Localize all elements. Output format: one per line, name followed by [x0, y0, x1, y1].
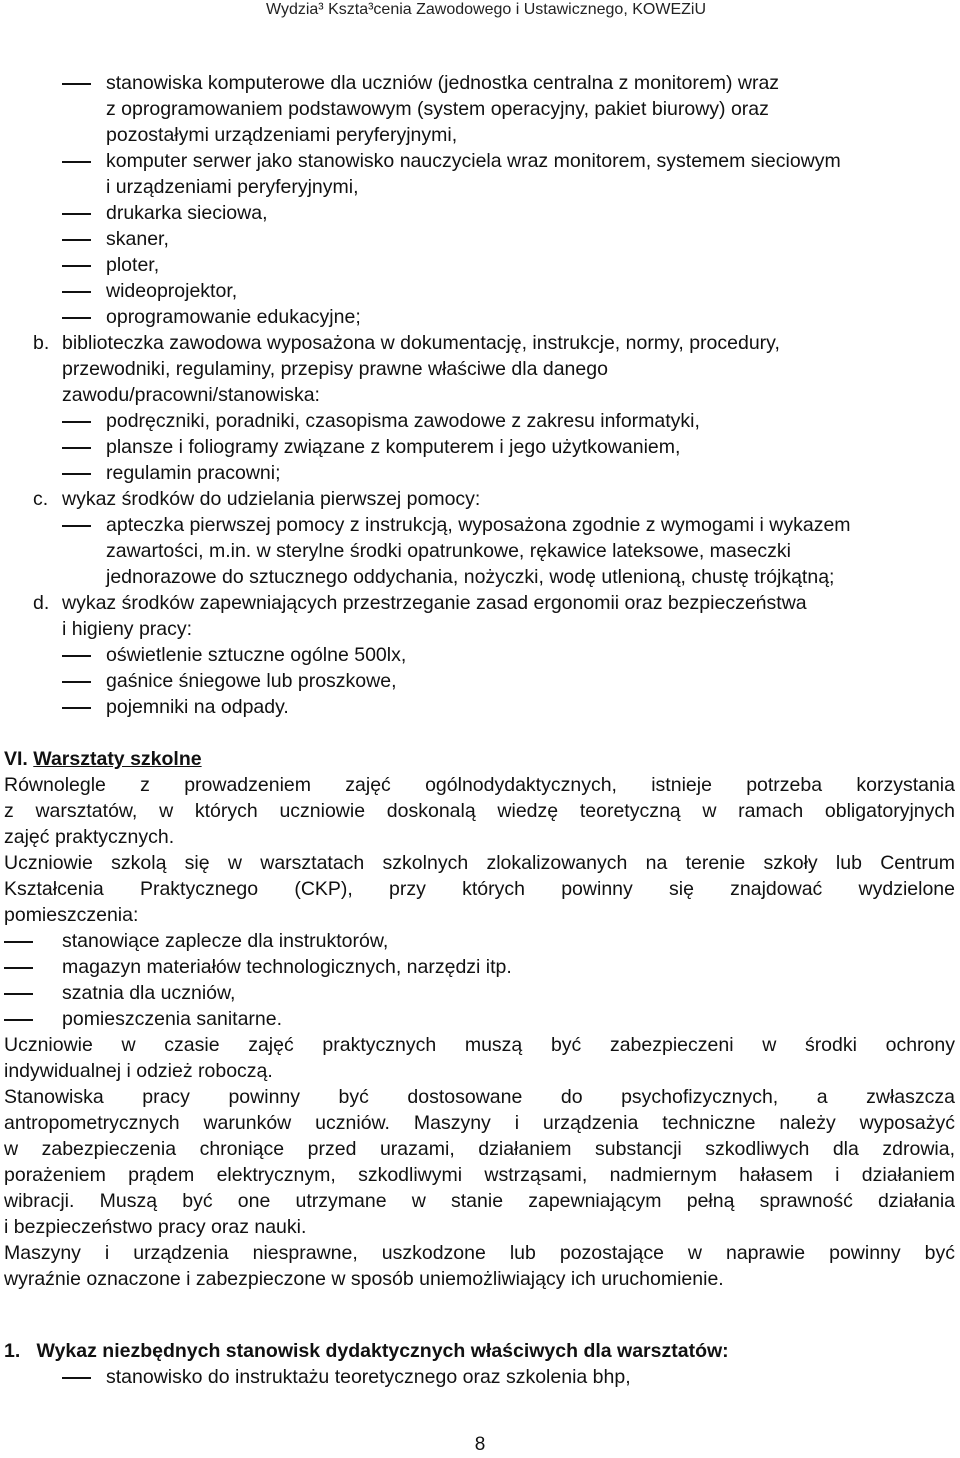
- dash-bullet: [4, 941, 33, 943]
- list-item: gaśnice śniegowe lub proszkowe,: [0, 668, 960, 694]
- list-item: ploter,: [0, 252, 960, 278]
- paragraph-line: Kształcenia Praktycznego (CKP), przy których powinny się znajdować wydzielone: [4, 878, 955, 900]
- list-item: pojemniki na odpady.: [0, 694, 960, 720]
- list-number: 1.: [4, 1340, 21, 1362]
- list-item: apteczka pierwszej pomocy z instrukcją, wyposażona zgodnie z wymogami i wykazem: [0, 512, 960, 538]
- section-b: b. biblioteczka zawodowa wyposażona w dokumentację, instrukcje, normy, procedury,: [33, 332, 780, 354]
- section-c: c. wykaz środków do udzielania pierwszej pomocy:: [33, 488, 481, 510]
- dash-bullet: [62, 447, 91, 449]
- dash-bullet: [4, 993, 33, 995]
- dash-bullet: [62, 1377, 91, 1379]
- list-item: skaner,: [0, 226, 960, 252]
- dash-bullet: [4, 967, 33, 969]
- list-item: komputer serwer jako stanowisko nauczyciela wraz monitorem, systemem sieciowym: [0, 148, 960, 174]
- paragraph-line: Maszyny i urządzenia niesprawne, uszkodzone lub pozostające w naprawie powinny być: [4, 1242, 955, 1264]
- list-item: oświetlenie sztuczne ogólne 500lx,: [0, 642, 960, 668]
- section-title: Warsztaty szkolne: [33, 748, 202, 770]
- paragraph-line: Uczniowie w czasie zajęć praktycznych muszą być zabezpieczeni w środki ochrony: [4, 1034, 955, 1056]
- list-item: regulamin pracowni;: [0, 460, 960, 486]
- page-header: Wydzia³ Kszta³cenia Zawodowego i Ustawicznego, KOWEZiU: [265, 1, 706, 18]
- dash-bullet: [62, 473, 91, 475]
- paragraph-line: Stanowiska pracy powinny być dostosowane do psychofizycznych, a zwłaszcza: [4, 1086, 955, 1108]
- paragraph-line: i bezpieczeństwo pracy oraz nauki.: [4, 1216, 307, 1238]
- dash-bullet: [62, 291, 91, 293]
- dash-bullet: [62, 655, 91, 657]
- dash-bullet: [62, 317, 91, 319]
- section-number: VI.: [4, 748, 28, 770]
- list-item: drukarka sieciowa,: [0, 200, 960, 226]
- list-item: stanowiska komputerowe dla uczniów (jednostka centralna z monitorem) wraz: [0, 70, 960, 96]
- section-d: d. wykaz środków zapewniających przestrzeganie zasad ergonomii oraz bezpieczeństwa: [33, 592, 807, 614]
- dash-bullet: [62, 681, 91, 683]
- paragraph-line: pomieszczenia:: [4, 904, 139, 926]
- paragraph-line: wibracji. Muszą być one utrzymane w stanie zapewniającym pełną sprawność działania: [4, 1190, 955, 1212]
- list-heading: [0, 1338, 960, 1364]
- dash-bullet: [62, 161, 91, 163]
- paragraph-line: indywidualnej i odzież roboczą.: [4, 1060, 273, 1082]
- list-item: oprogramowanie edukacyjne;: [0, 304, 960, 330]
- dash-bullet: [62, 213, 91, 215]
- list-item: podręczniki, poradniki, czasopisma zawodowe z zakresu informatyki,: [0, 408, 960, 434]
- page-number: 8: [474, 1434, 486, 1455]
- paragraph-line: zajęć praktycznych.: [4, 826, 175, 848]
- paragraph-line: w zabezpieczenia chroniące przed urazami, działaniem substancji szkodliwych dla zdrowia,: [4, 1138, 955, 1160]
- dash-bullet: [62, 421, 91, 423]
- paragraph-line: Uczniowie szkolą się w warsztatach szkolnych zlokalizowanych na terenie szkoły lub Centrum: [4, 852, 955, 874]
- dash-bullet: [62, 265, 91, 267]
- paragraph-line: wyraźnie oznaczone i zabezpieczone w sposób uniemożliwiający ich uruchomienie.: [4, 1268, 724, 1290]
- paragraph-line: porażeniem prądem elektrycznym, szkodliwymi wstrząsami, nadmiernym hałasem i działaniem: [4, 1164, 955, 1186]
- dash-bullet: [62, 707, 91, 709]
- list-item: plansze i foliogramy związane z komputerem i jego użytkowaniem,: [0, 434, 960, 460]
- list-item: stanowiące zaplecze dla instruktorów,: [0, 928, 960, 954]
- paragraph-line: Równolegle z prowadzeniem zajęć ogólnodydaktycznych, istnieje potrzeba korzystania: [4, 774, 955, 796]
- list-item: magazyn materiałów technologicznych, narzędzi itp.: [0, 954, 960, 980]
- section-heading: [0, 746, 960, 772]
- dash-bullet: [4, 1019, 33, 1021]
- paragraph-line: antropometrycznych warunków uczniów. Maszyny i urządzenia techniczne należy wyposażyć: [4, 1112, 955, 1134]
- page-content: stanowiska komputerowe dla uczniów (jednostka centralna z monitorem) wraz z oprogramowaniem podstawowym (system operacyjny, pakiet biurowy) oraz pozostałymi urządzeniami peryferyjnymi, komputer serwer jako stanowisko nauczyciela wraz monitorem, systemem sieciowym i urządzeniami peryferyjnymi, drukarka sieciowa, skaner, ploter, wideoprojektor, oprogramowanie edukacyjne; b. biblioteczka zawodowa wyposażona w dokumentację, instrukcje, normy, procedury, przewodniki, regulaminy, przepisy prawne właściwe dla danego zawodu/pracowni/stanowiska: podręczniki, poradniki, czasopisma zawodowe z zakresu informatyki, plansze i foliogramy związane z komputerem i jego użytkowaniem, regulamin pracowni; c. wykaz środków do udzielania pierwszej pomocy: apteczka pierwszej pomocy z instrukcją, wyposażona zgodnie z wymogami i wykazem zawartości, m.in. w sterylne środki opatrunkowe, rękawice lateksowe, maseczki jednorazowe do sztucznego oddychania, nożyczki, wodę utlenioną, chustę trójkątną; d. wykaz środków zapewniających przestrzeganie zasad ergonomii oraz bezpieczeństwa i higieny pracy: oświetlenie sztuczne ogólne 500lx, gaśnice śniegowe lub proszkowe, pojemniki na odpady. VI. Warsztaty szkolne Równolegle z prowadzeniem zajęć ogólnodydaktycznych, istnieje potrzeba korzystania z warsztatów, w których uczniowie doskonalą wiedzę teoretyczną w ramach obligatoryjnych zajęć praktycznych. Uczniowie szkolą się w warsztatach szkolnych zlokalizowanych na terenie szkoły lub Centrum Kształcenia Praktycznego (CKP), przy których powinny się znajdować wydzielone pomieszczenia: stanowiące zaplecze dla instruktorów, magazyn materiałów technologicznych, narzędzi itp. szatnia dla uczniów, pomieszczenia sanitarne. Uczniowie w czasie zajęć praktycznych muszą być zabezpieczeni w środki ochrony indywidualnej i odzież roboczą. Stanowiska pracy powinny być dostosowane do psychofizycznych, a zwłaszcza antropometrycznych warunków uczniów. Maszyny i urządzenia techniczne należy wyposażyć w zabezpieczenia chroniące przed urazami, działaniem substancji szkodliwych dla zdrowia, porażeniem prądem elektrycznym, szkodliwymi wstrząsami, nadmiernym hałasem i działaniem wibracji. Muszą być one utrzymane w stanie zapewniającym pełną sprawność działania i bezpieczeństwo pracy oraz nauki. Maszyny i urządzenia niesprawne, uszkodzone lub pozostające w naprawie powinny być wyraźnie oznaczone i zabezpieczone w sposób uniemożliwiający ich uruchomienie. 1. Wykaz niezbędnych stanowisk dydaktycznych właściwych dla warsztatów: stanowisko do instruktażu teoretycznego oraz szkolenia bhp,: [0, 70, 960, 1390]
- dash-bullet: [62, 83, 91, 85]
- list-item: stanowisko do instruktażu teoretycznego oraz szkolenia bhp,: [0, 1364, 960, 1390]
- paragraph-line: z warsztatów, w których uczniowie doskonalą wiedzę teoretyczną w ramach obligatoryjnych: [4, 800, 955, 822]
- list-item: szatnia dla uczniów,: [0, 980, 960, 1006]
- list-item: wideoprojektor,: [0, 278, 960, 304]
- dash-bullet: [62, 239, 91, 241]
- list-item: pomieszczenia sanitarne.: [0, 1006, 960, 1032]
- dash-bullet: [62, 525, 91, 527]
- list-title: Wykaz niezbędnych stanowisk dydaktycznych właściwych dla warsztatów:: [36, 1340, 729, 1362]
